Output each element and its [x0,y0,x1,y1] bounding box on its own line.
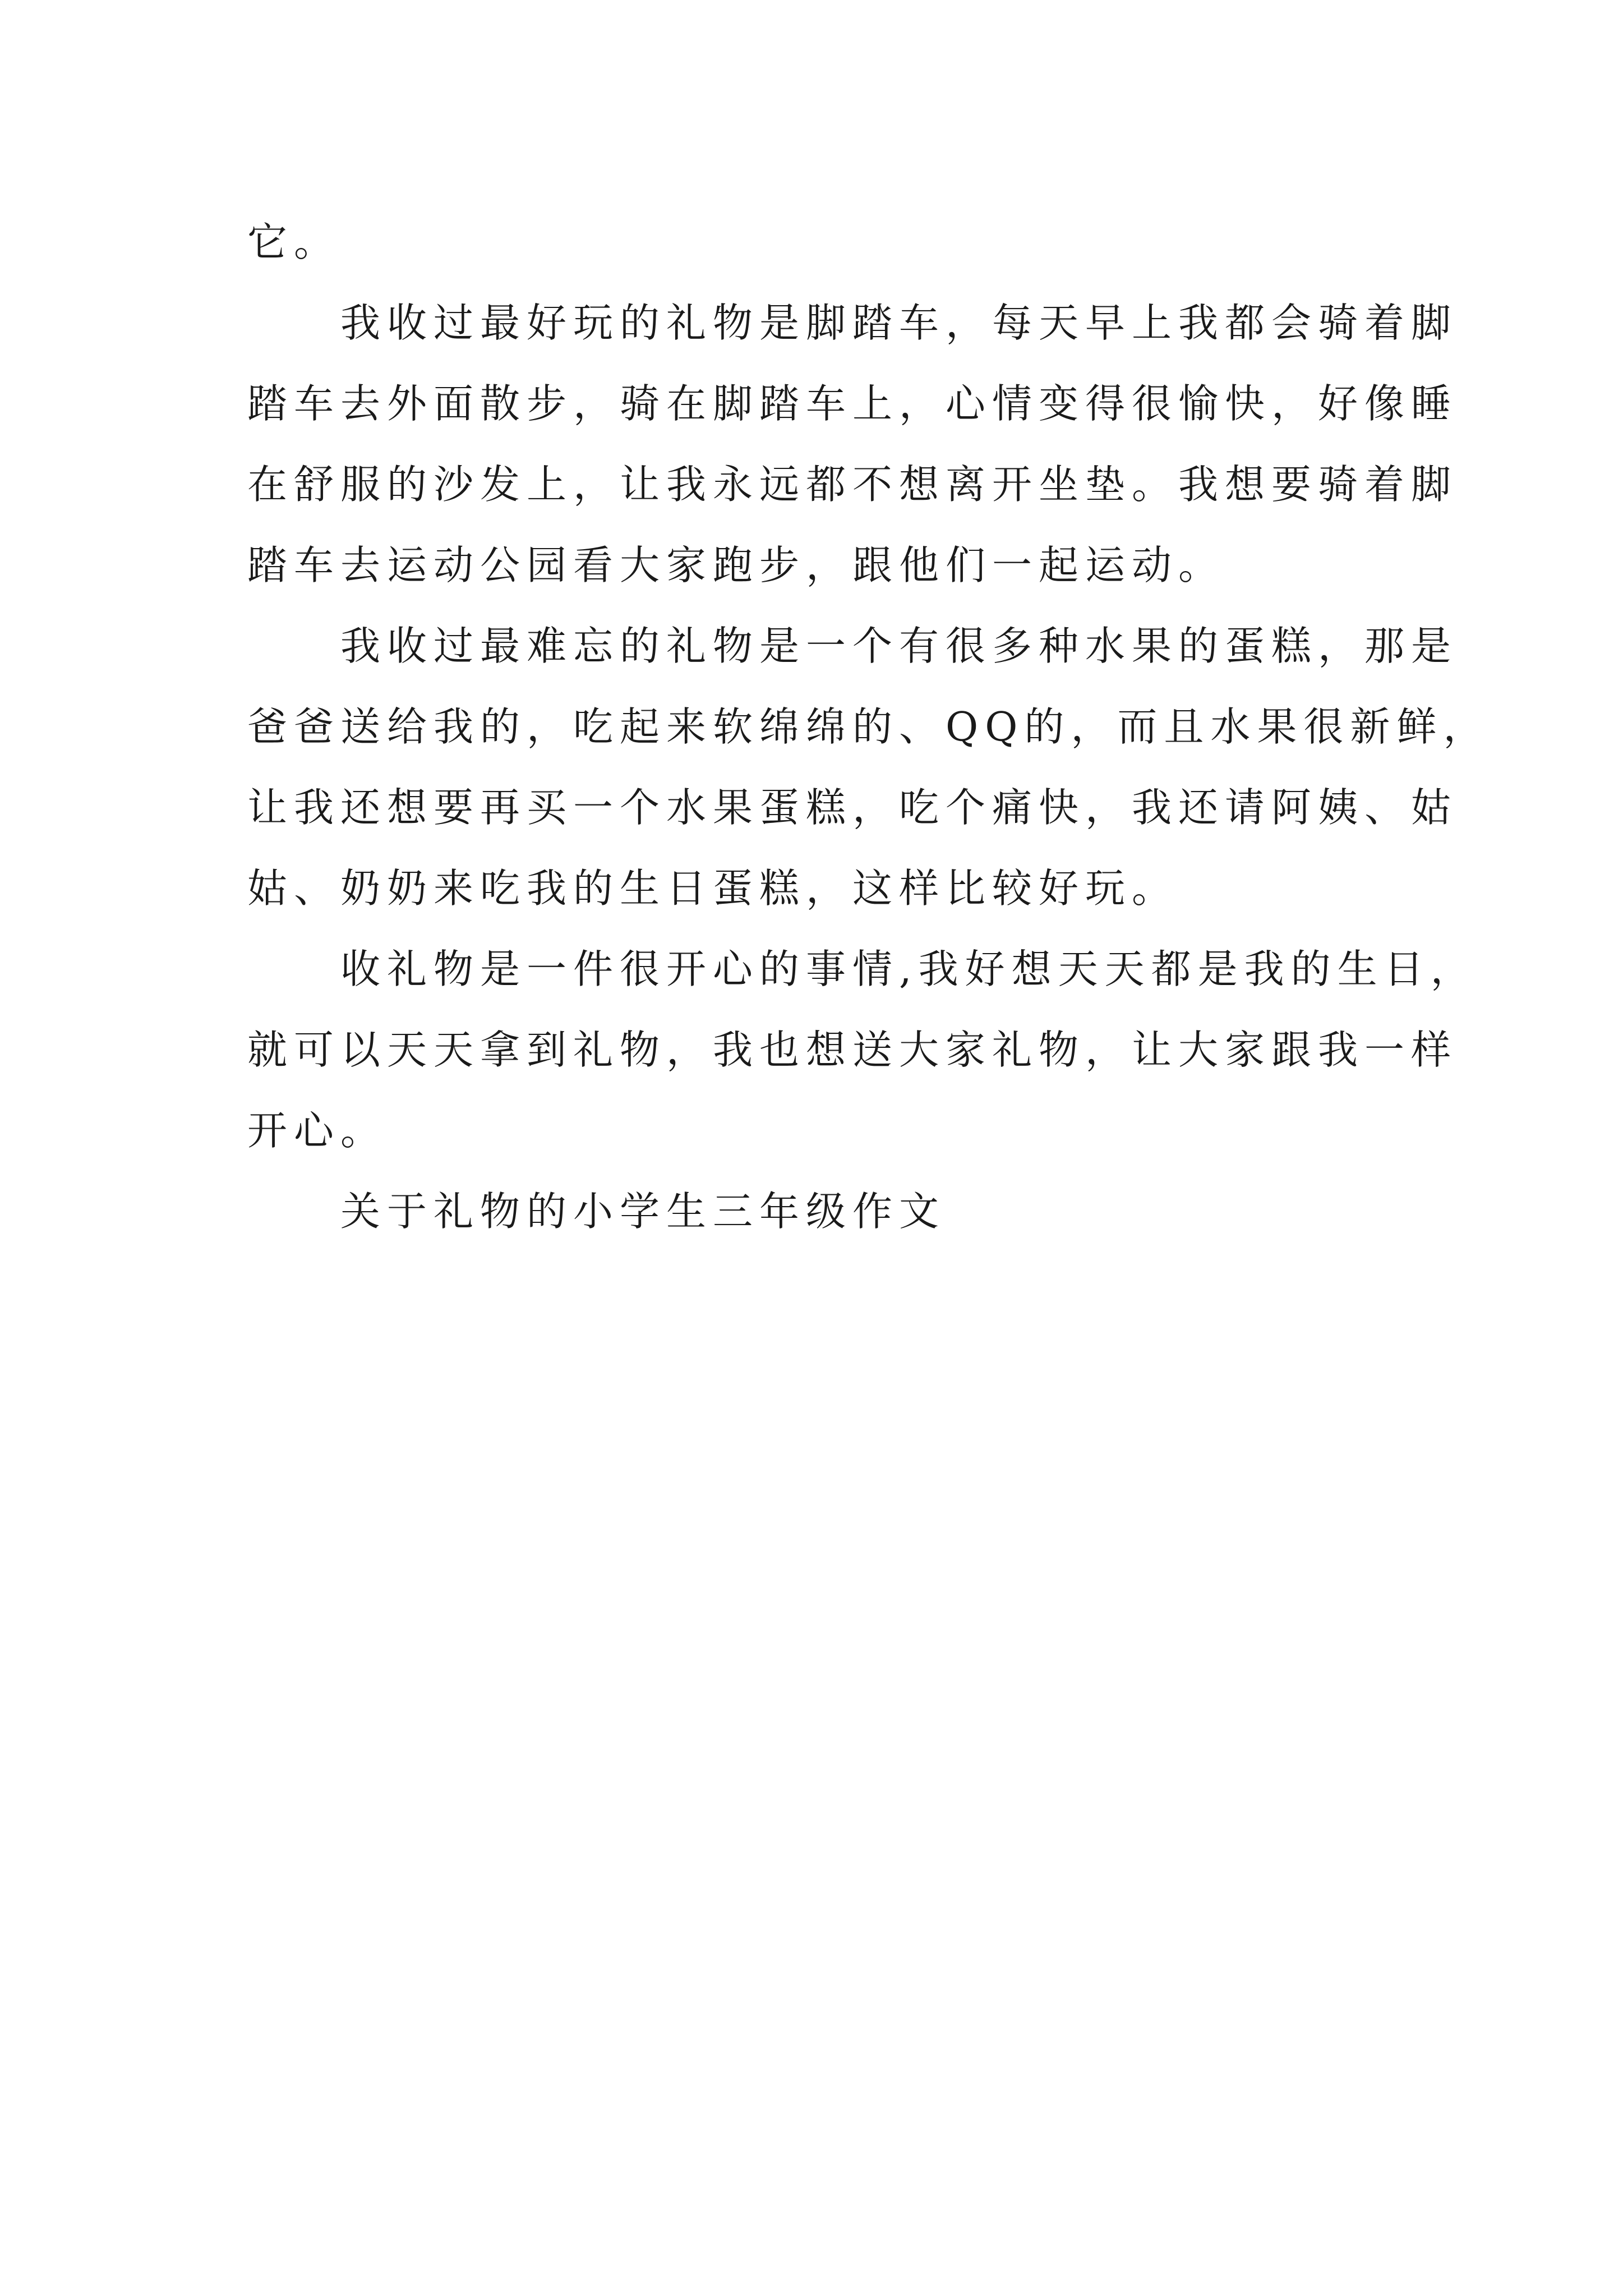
text-line: 我收过最好玩的礼物是脚踏车，每天早上我都会骑着脚 [340,300,1458,346]
text-line: 收礼物是一件很开心的事情,我好想天天都是我的生日， [340,946,1477,992]
text-line: 就可以天天拿到礼物，我也想送大家礼物，让大家跟我一样 [247,1027,1458,1073]
text-line: 姑、奶奶来吃我的生日蛋糕，这样比较好玩。 [247,865,1179,912]
text-line: 踏车去运动公园看大家跑步，跟他们一起运动。 [247,542,1225,588]
essay-title-line: 关于礼物的小学生三年级作文 [340,1188,946,1235]
text-line: 让我还想要再买一个水果蛋糕，吃个痛快，我还请阿姨、姑 [247,784,1458,831]
text-line: 爸爸送给我的，吃起来软绵绵的、QQ的，而且水果很新鲜， [247,703,1490,750]
text-line: 我收过最难忘的礼物是一个有很多种水果的蛋糕，那是 [340,623,1458,669]
text-line: 踏车去外面散步，骑在脚踏车上，心情变得很愉快，好像睡 [247,380,1458,427]
essay-body [247,202,1490,1252]
text-line: 在舒服的沙发上，让我永远都不想离开坐垫。我想要骑着脚 [247,461,1458,508]
text-line: 它。 [247,219,341,265]
text-line: 开心。 [247,1107,388,1154]
